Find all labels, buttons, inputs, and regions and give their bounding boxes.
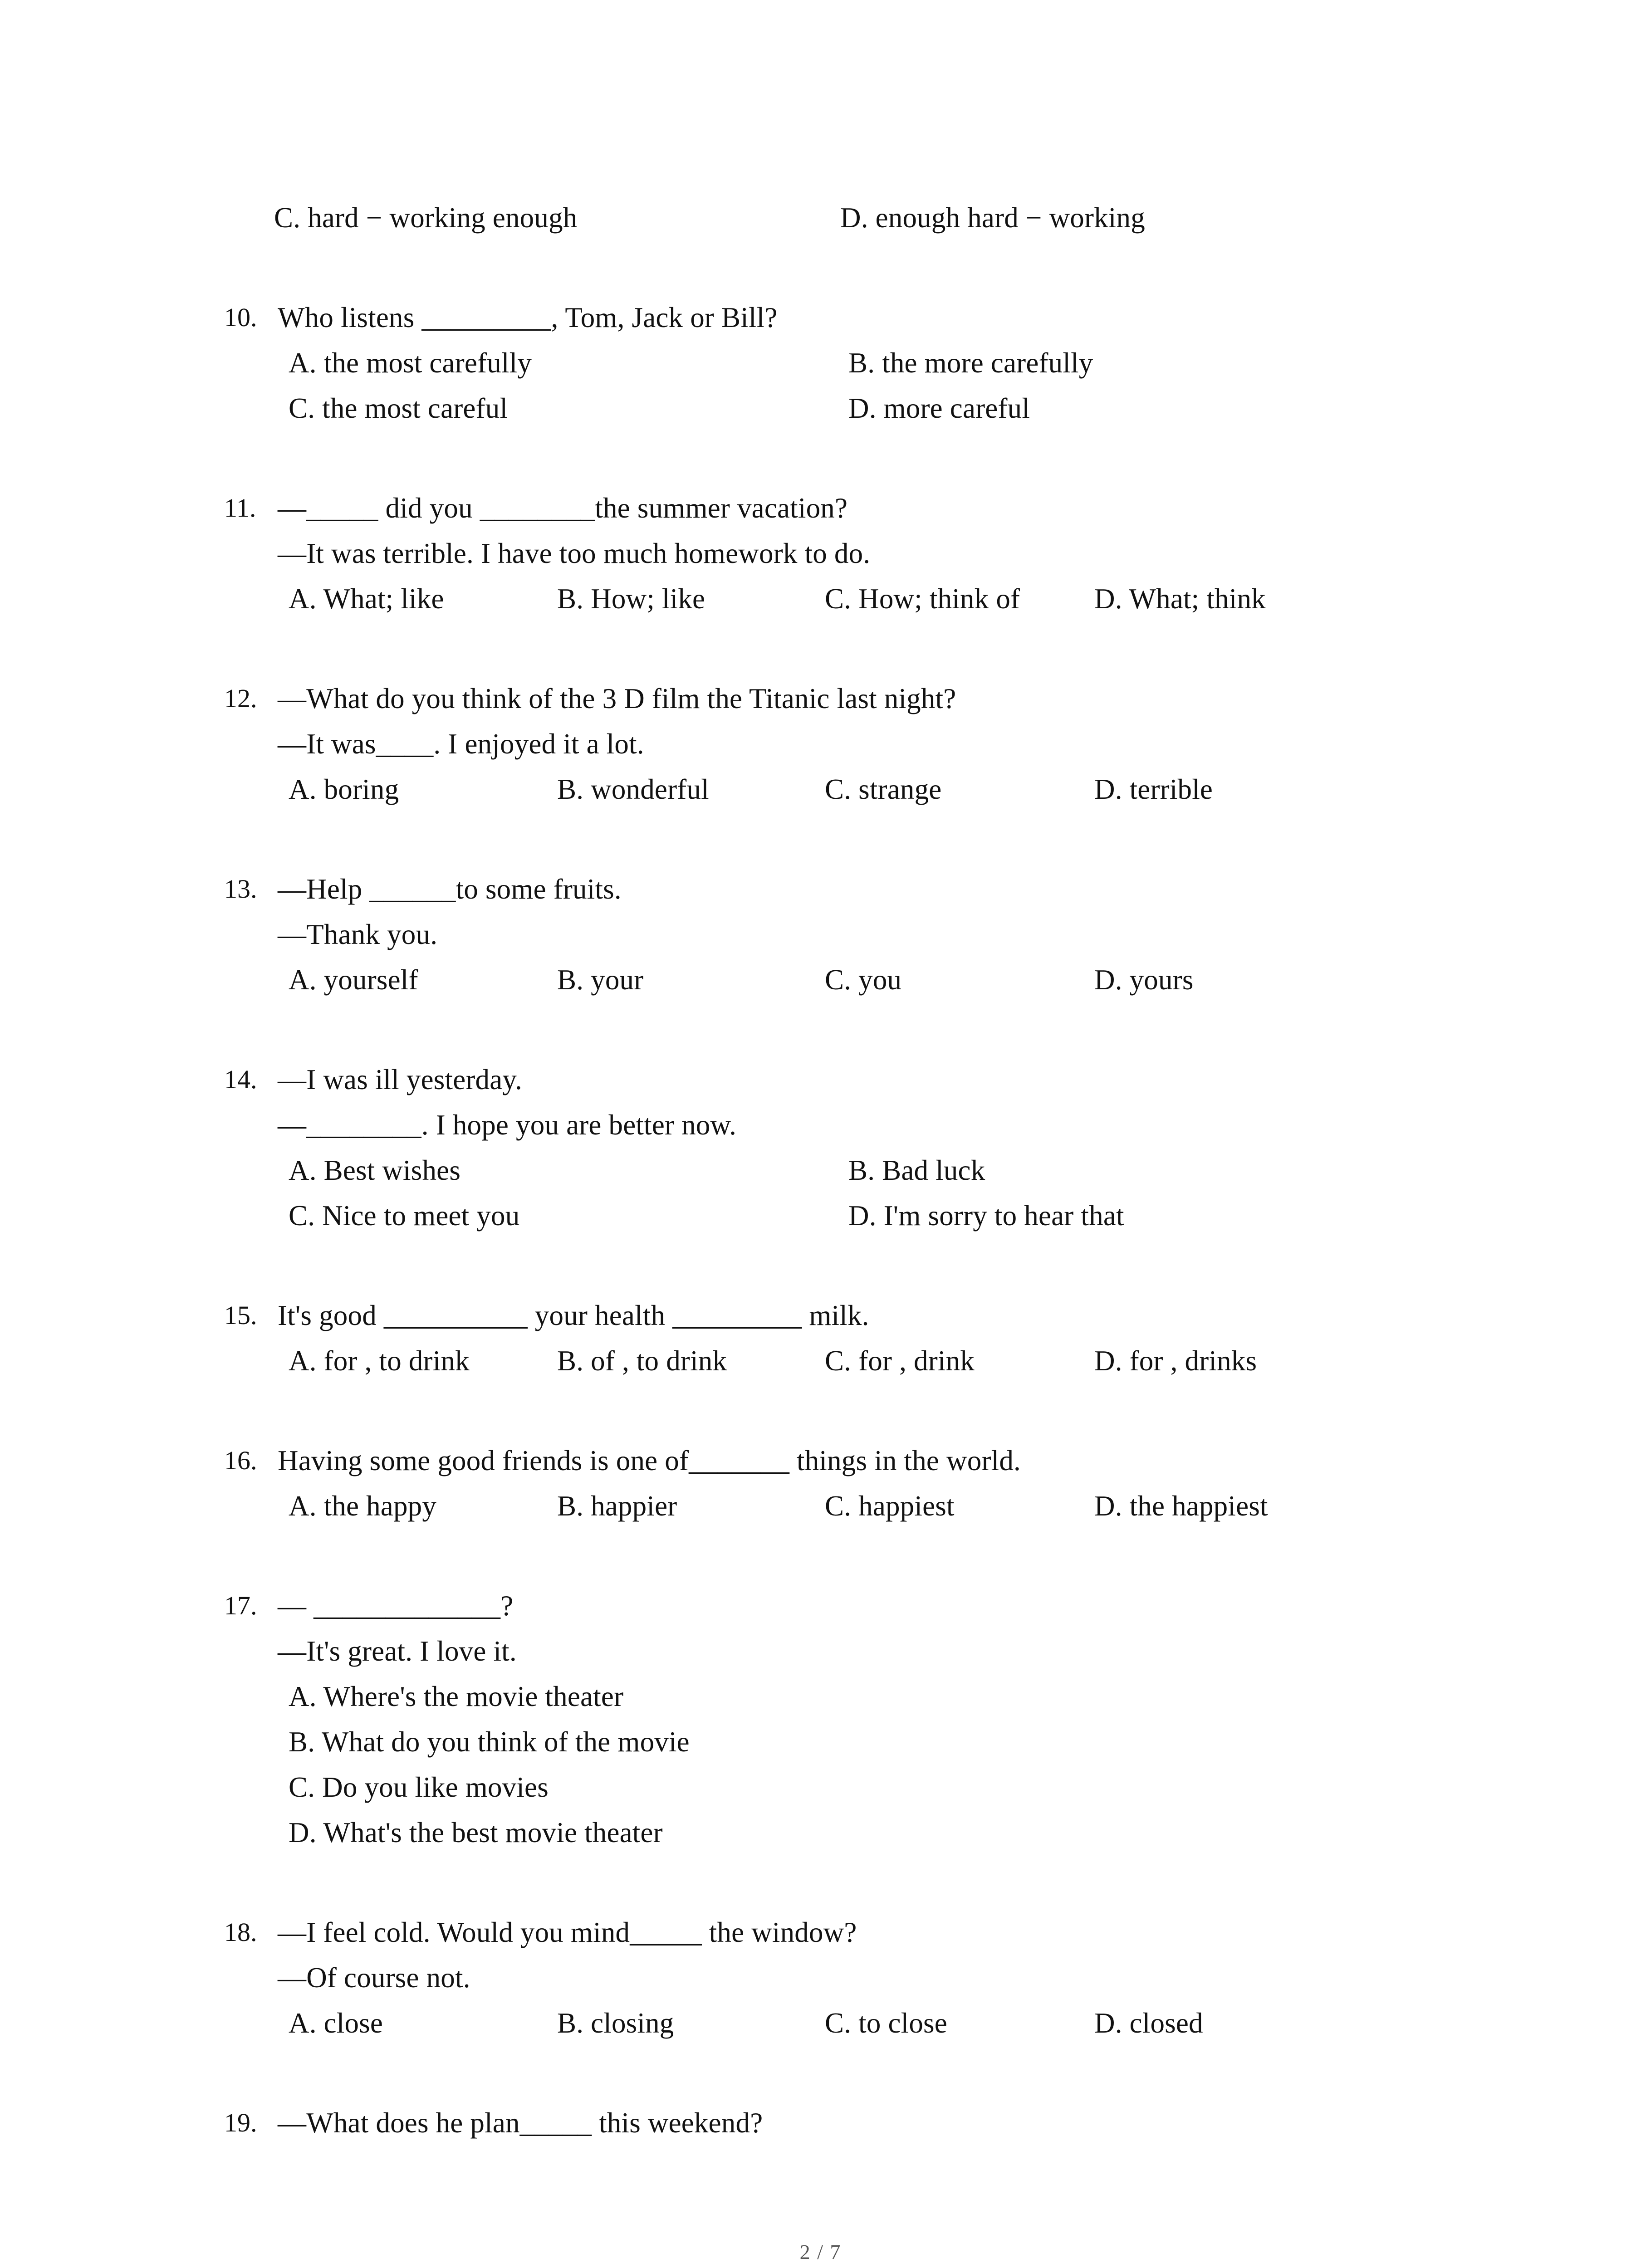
answer-option: A. boring [289,773,399,805]
question-number: 14. [224,1065,257,1094]
answer-option: D. closed [1094,2007,1203,2039]
answer-option: A. for , to drink [289,1345,470,1377]
question-text: —Help ______to some fruits. [278,873,622,905]
question-text: —________. I hope you are better now. [278,1109,737,1141]
question-text: —It was terrible. I have too much homework to do. [278,538,871,569]
question-text: —_____ did you ________the summer vacation? [278,492,848,524]
question-text: —Of course not. [278,1962,470,1994]
answer-option: C. Nice to meet you [289,1200,520,1232]
answer-option: C. How; think of [825,583,1020,615]
answer-option: C. happiest [825,1490,955,1522]
answer-option: D. What's the best movie theater [289,1817,663,1848]
answer-option: D. yours [1094,964,1194,996]
answer-option: A. Best wishes [289,1154,461,1186]
answer-option: A. the most carefully [289,347,532,379]
question-number: 16. [224,1446,257,1475]
answer-option: B. closing [557,2007,674,2039]
answer-option: C. hard − working enough [274,202,578,234]
answer-option: A. What; like [289,583,444,615]
answer-option: A. yourself [289,964,418,996]
answer-option: C. you [825,964,902,996]
question-number: 18. [224,1917,257,1947]
answer-option: C. the most careful [289,392,508,424]
answer-option: D. the happiest [1094,1490,1268,1522]
question-text: — _____________? [278,1590,514,1622]
answer-option: C. to close [825,2007,947,2039]
question-number: 13. [224,874,257,904]
answer-option: D. terrible [1094,773,1213,805]
question-text: —It's great. I love it. [278,1635,517,1667]
answer-option: D. What; think [1094,583,1266,615]
question-text: —What do you think of the 3 D film the Titanic last night? [278,683,956,714]
answer-option: D. enough hard − working [840,202,1145,234]
answer-option: B. How; like [557,583,705,615]
answer-option: C. for , drink [825,1345,975,1377]
question-text: —What does he plan_____ this weekend? [278,2107,763,2139]
answer-option: A. the happy [289,1490,437,1522]
page-number: 2 / 7 [799,2240,842,2263]
question-text: —I was ill yesterday. [278,1064,522,1095]
answer-option: C. strange [825,773,942,805]
question-text: —I feel cold. Would you mind_____ the window? [278,1916,857,1948]
question-number: 11. [224,493,256,523]
answer-option: B. the more carefully [848,347,1093,379]
question-number: 19. [224,2108,257,2137]
question-number: 12. [224,684,257,713]
question-text: Having some good friends is one of_______ things in the world. [278,1445,1021,1476]
question-text: —It was____. I enjoyed it a lot. [278,728,644,760]
question-text: It's good __________ your health _________ milk. [278,1300,869,1331]
answer-option: A. close [289,2007,383,2039]
answer-option: B. happier [557,1490,677,1522]
answer-option: C. Do you like movies [289,1771,549,1803]
answer-option: D. more careful [848,392,1030,424]
answer-option: A. Where's the movie theater [289,1681,624,1712]
question-number: 17. [224,1591,257,1620]
answer-option: D. for , drinks [1094,1345,1257,1377]
answer-option: D. I'm sorry to hear that [848,1200,1124,1232]
answer-option: B. Bad luck [848,1154,985,1186]
answer-option: B. of , to drink [557,1345,727,1377]
question-text: —Thank you. [278,919,438,950]
answer-option: B. your [557,964,644,996]
answer-option: B. What do you think of the movie [289,1726,690,1758]
question-number: 10. [224,303,257,332]
question-text: Who listens _________, Tom, Jack or Bill? [278,302,778,333]
question-number: 15. [224,1300,257,1330]
answer-option: B. wonderful [557,773,709,805]
